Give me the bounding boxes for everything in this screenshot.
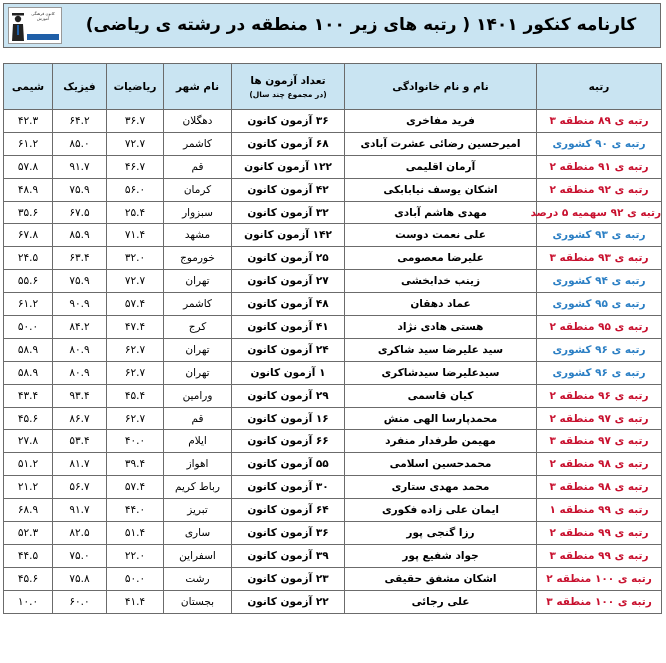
chemistry-score-cell: ۵۷.۸: [4, 155, 53, 178]
physics-score-cell: ۹۰.۹: [53, 293, 107, 316]
name-cell: سیدعلیرضا سیدشاکری: [345, 361, 537, 384]
name-cell: جواد شفیع پور: [345, 544, 537, 567]
city-cell: مشهد: [164, 224, 232, 247]
rank-cell: رتبه ی ۹۵ کشوری: [537, 293, 662, 316]
table-row: [4, 567, 662, 590]
physics-score-cell: ۵۳.۴: [53, 430, 107, 453]
math-score-cell: ۲۲.۰: [107, 544, 164, 567]
col-header-name: نام و نام خانوادگی: [345, 64, 537, 110]
table-row: [4, 384, 662, 407]
city-cell: اسفراین: [164, 544, 232, 567]
physics-score-cell: ۸۵.۹: [53, 224, 107, 247]
chemistry-score-cell: ۵۱.۲: [4, 453, 53, 476]
math-score-cell: ۵۱.۴: [107, 522, 164, 545]
table-header-row: [4, 64, 662, 110]
math-score-cell: ۴۱.۴: [107, 590, 164, 613]
city-cell: تبریز: [164, 499, 232, 522]
physics-score-cell: ۹۱.۷: [53, 155, 107, 178]
name-cell: محمدپارسا الهی منش: [345, 407, 537, 430]
name-cell: محمد مهدی ستاری: [345, 476, 537, 499]
exams-cell: ۱ آزمون کانون: [232, 361, 345, 384]
name-cell: مهدی هاشم آبادی: [345, 201, 537, 224]
physics-score-cell: ۶۷.۵: [53, 201, 107, 224]
name-cell: عماد دهقان: [345, 293, 537, 316]
page-header: [3, 3, 661, 48]
exams-cell: ۱۶ آزمون کانون: [232, 407, 345, 430]
exams-cell: ۲۲ آزمون کانون: [232, 590, 345, 613]
rank-cell: رتبه ی ۹۷ منطقه ۲: [537, 407, 662, 430]
table-row: [4, 453, 662, 476]
name-cell: علیرضا معصومی: [345, 247, 537, 270]
city-cell: تهران: [164, 338, 232, 361]
table-row: [4, 247, 662, 270]
math-score-cell: ۵۷.۴: [107, 476, 164, 499]
exams-cell: ۲۳ آزمون کانون: [232, 567, 345, 590]
math-score-cell: ۷۱.۴: [107, 224, 164, 247]
table-row: [4, 361, 662, 384]
exams-cell: ۴۸ آزمون کانون: [232, 293, 345, 316]
rank-cell: رتبه ی ۹۲ منطقه ۲: [537, 178, 662, 201]
chemistry-score-cell: ۵۸.۹: [4, 338, 53, 361]
exams-cell: ۳۶ آزمون کانون: [232, 522, 345, 545]
table-row: [4, 407, 662, 430]
table-body: [4, 110, 662, 614]
name-cell: علی رجائی: [345, 590, 537, 613]
chemistry-score-cell: ۵۲.۳: [4, 522, 53, 545]
math-score-cell: ۷۲.۷: [107, 132, 164, 155]
chemistry-score-cell: ۶۷.۸: [4, 224, 53, 247]
exams-cell: ۳۹ آزمون کانون: [232, 544, 345, 567]
physics-score-cell: ۸۲.۵: [53, 522, 107, 545]
physics-score-cell: ۷۵.۹: [53, 270, 107, 293]
chemistry-score-cell: ۴۳.۴: [4, 384, 53, 407]
chemistry-score-cell: ۳۵.۶: [4, 201, 53, 224]
exams-cell: ۲۹ آزمون کانون: [232, 384, 345, 407]
physics-score-cell: ۵۶.۷: [53, 476, 107, 499]
results-table: [3, 63, 662, 614]
name-cell: مهیمن طرفدار منفرد: [345, 430, 537, 453]
math-score-cell: ۴۵.۴: [107, 384, 164, 407]
table-row: [4, 338, 662, 361]
table-row: [4, 293, 662, 316]
table-row: [4, 499, 662, 522]
exams-cell: ۴۱ آزمون کانون: [232, 316, 345, 339]
physics-score-cell: ۶۳.۴: [53, 247, 107, 270]
chemistry-score-cell: ۵۰.۰: [4, 316, 53, 339]
table-row: [4, 155, 662, 178]
exams-cell: ۶۸ آزمون کانون: [232, 132, 345, 155]
chemistry-score-cell: ۶۸.۹: [4, 499, 53, 522]
exams-cell: ۱۴۲ آزمون کانون: [232, 224, 345, 247]
city-cell: کاشمر: [164, 293, 232, 316]
graduate-figure-icon: [11, 11, 25, 41]
chemistry-score-cell: ۱۰.۰: [4, 590, 53, 613]
exams-cell: ۴۲ آزمون کانون: [232, 178, 345, 201]
physics-score-cell: ۶۴.۲: [53, 110, 107, 133]
exams-cell: ۲۴ آزمون کانون: [232, 338, 345, 361]
city-cell: ایلام: [164, 430, 232, 453]
exams-cell: ۲۷ آزمون کانون: [232, 270, 345, 293]
col-header-exams-sub: (در مجموع چند سال): [249, 89, 327, 99]
physics-score-cell: ۸۴.۲: [53, 316, 107, 339]
name-cell: اشکان مشفق حقیقی: [345, 567, 537, 590]
rank-cell: رتبه ی ۹۹ منطقه ۲: [537, 522, 662, 545]
table-row: [4, 544, 662, 567]
table-row: [4, 201, 662, 224]
rank-cell: رتبه ی ۹۶ کشوری: [537, 338, 662, 361]
rank-cell: رتبه ی ۹۷ منطقه ۳: [537, 430, 662, 453]
name-cell: هستی هادی نژاد: [345, 316, 537, 339]
math-score-cell: ۵۶.۰: [107, 178, 164, 201]
city-cell: رباط کریم: [164, 476, 232, 499]
rank-cell: رتبه ی ۹۳ منطقه ۳: [537, 247, 662, 270]
name-cell: رزا گنجی پور: [345, 522, 537, 545]
city-cell: اهواز: [164, 453, 232, 476]
math-score-cell: ۴۷.۴: [107, 316, 164, 339]
physics-score-cell: ۷۵.۹: [53, 178, 107, 201]
rank-cell: رتبه ی ۹۶ کشوری: [537, 361, 662, 384]
col-header-math: ریاضیات: [107, 64, 164, 110]
col-header-city: نام شهر: [164, 64, 232, 110]
city-cell: کرج: [164, 316, 232, 339]
name-cell: اشکان یوسف نیابابکی: [345, 178, 537, 201]
rank-cell: رتبه ی ۹۸ منطقه ۳: [537, 476, 662, 499]
col-header-chemistry: شیمی: [4, 64, 53, 110]
exams-cell: ۶۴ آزمون کانون: [232, 499, 345, 522]
physics-score-cell: ۷۵.۸: [53, 567, 107, 590]
rank-cell: رتبه ی ۸۹ منطقه ۳: [537, 110, 662, 133]
table-row: [4, 224, 662, 247]
table-row: [4, 430, 662, 453]
name-cell: آرمان اقلیمی: [345, 155, 537, 178]
math-score-cell: ۲۵.۴: [107, 201, 164, 224]
chemistry-score-cell: ۴۵.۶: [4, 567, 53, 590]
city-cell: کرمان: [164, 178, 232, 201]
table-row: [4, 476, 662, 499]
table-row: [4, 316, 662, 339]
physics-score-cell: ۷۵.۰: [53, 544, 107, 567]
table-row: [4, 110, 662, 133]
city-cell: کاشمر: [164, 132, 232, 155]
logo-text: کانون فرهنگی آموزش: [31, 11, 55, 21]
city-cell: قم: [164, 155, 232, 178]
table-row: [4, 270, 662, 293]
chemistry-score-cell: ۴۸.۹: [4, 178, 53, 201]
chemistry-score-cell: ۴۴.۵: [4, 544, 53, 567]
math-score-cell: ۶۲.۷: [107, 407, 164, 430]
rank-cell: رتبه ی ۹۹ منطقه ۱: [537, 499, 662, 522]
math-score-cell: ۶۲.۷: [107, 361, 164, 384]
table-row: [4, 132, 662, 155]
rank-cell: رتبه ی ۹۴ کشوری: [537, 270, 662, 293]
name-cell: ایمان علی زاده فکوری: [345, 499, 537, 522]
rank-cell: رتبه ی ۱۰۰ منطقه ۲: [537, 567, 662, 590]
city-cell: سبزوار: [164, 201, 232, 224]
math-score-cell: ۶۲.۷: [107, 338, 164, 361]
exams-cell: ۱۲۲ آزمون کانون: [232, 155, 345, 178]
city-cell: ورامین: [164, 384, 232, 407]
col-header-exams-label: تعداد آزمون ها: [250, 74, 326, 87]
math-score-cell: ۴۶.۷: [107, 155, 164, 178]
name-cell: امیرحسین رضائی عشرت آبادی: [345, 132, 537, 155]
math-score-cell: ۷۲.۷: [107, 270, 164, 293]
name-cell: کیان قاسمی: [345, 384, 537, 407]
physics-score-cell: ۸۰.۹: [53, 338, 107, 361]
exams-cell: ۶۶ آزمون کانون: [232, 430, 345, 453]
exams-cell: ۳۲ آزمون کانون: [232, 201, 345, 224]
chemistry-score-cell: ۶۱.۲: [4, 132, 53, 155]
rank-cell: رتبه ی ۹۲ سهمیه ۵ درصد: [537, 201, 662, 224]
chemistry-score-cell: ۴۲.۳: [4, 110, 53, 133]
physics-score-cell: ۸۱.۷: [53, 453, 107, 476]
col-header-exams: [232, 64, 345, 110]
chemistry-score-cell: ۴۵.۶: [4, 407, 53, 430]
rank-cell: رتبه ی ۹۸ منطقه ۲: [537, 453, 662, 476]
math-score-cell: ۵۷.۴: [107, 293, 164, 316]
math-score-cell: ۵۰.۰: [107, 567, 164, 590]
col-header-rank: رتبه: [537, 64, 662, 110]
chemistry-score-cell: ۶۱.۲: [4, 293, 53, 316]
physics-score-cell: ۸۰.۹: [53, 361, 107, 384]
rank-cell: رتبه ی ۹۵ منطقه ۲: [537, 316, 662, 339]
chemistry-score-cell: ۲۷.۸: [4, 430, 53, 453]
table-row: [4, 590, 662, 613]
rank-cell: رتبه ی ۹۱ منطقه ۲: [537, 155, 662, 178]
exams-cell: ۳۶ آزمون کانون: [232, 110, 345, 133]
physics-score-cell: ۶۰.۰: [53, 590, 107, 613]
city-cell: قم: [164, 407, 232, 430]
math-score-cell: ۴۴.۰: [107, 499, 164, 522]
city-cell: بجستان: [164, 590, 232, 613]
city-cell: رشت: [164, 567, 232, 590]
physics-score-cell: ۸۶.۷: [53, 407, 107, 430]
physics-score-cell: ۸۵.۰: [53, 132, 107, 155]
col-header-physics: فیزیک: [53, 64, 107, 110]
city-cell: تهران: [164, 361, 232, 384]
name-cell: سید علیرضا سید شاکری: [345, 338, 537, 361]
exams-cell: ۳۰ آزمون کانون: [232, 476, 345, 499]
city-cell: تهران: [164, 270, 232, 293]
rank-cell: رتبه ی ۱۰۰ منطقه ۳: [537, 590, 662, 613]
rank-cell: رتبه ی ۹۰ کشوری: [537, 132, 662, 155]
name-cell: فرید مفاخری: [345, 110, 537, 133]
name-cell: علی نعمت دوست: [345, 224, 537, 247]
table-row: [4, 522, 662, 545]
page-title: کارنامه کنکور ۱۴۰۱ ( رتبه های زیر ۱۰۰ منطقه در رشته ی ریاضی): [85, 15, 637, 35]
exams-cell: ۲۵ آزمون کانون: [232, 247, 345, 270]
table-row: [4, 178, 662, 201]
chemistry-score-cell: ۲۴.۵: [4, 247, 53, 270]
chemistry-score-cell: ۵۸.۹: [4, 361, 53, 384]
exams-cell: ۵۵ آزمون کانون: [232, 453, 345, 476]
physics-score-cell: ۹۳.۴: [53, 384, 107, 407]
name-cell: زینب خدابخشی: [345, 270, 537, 293]
city-cell: ساری: [164, 522, 232, 545]
name-cell: محمدحسین اسلامی: [345, 453, 537, 476]
rank-cell: رتبه ی ۹۶ منطقه ۲: [537, 384, 662, 407]
logo: [8, 7, 62, 44]
rank-cell: رتبه ی ۹۹ منطقه ۳: [537, 544, 662, 567]
math-score-cell: ۴۰.۰: [107, 430, 164, 453]
city-cell: خورموج: [164, 247, 232, 270]
math-score-cell: ۳۲.۰: [107, 247, 164, 270]
chemistry-score-cell: ۲۱.۲: [4, 476, 53, 499]
physics-score-cell: ۹۱.۷: [53, 499, 107, 522]
chemistry-score-cell: ۵۵.۶: [4, 270, 53, 293]
logo-bar: [27, 34, 59, 40]
city-cell: دهگلان: [164, 110, 232, 133]
math-score-cell: ۳۶.۷: [107, 110, 164, 133]
rank-cell: رتبه ی ۹۳ کشوری: [537, 224, 662, 247]
math-score-cell: ۳۹.۴: [107, 453, 164, 476]
